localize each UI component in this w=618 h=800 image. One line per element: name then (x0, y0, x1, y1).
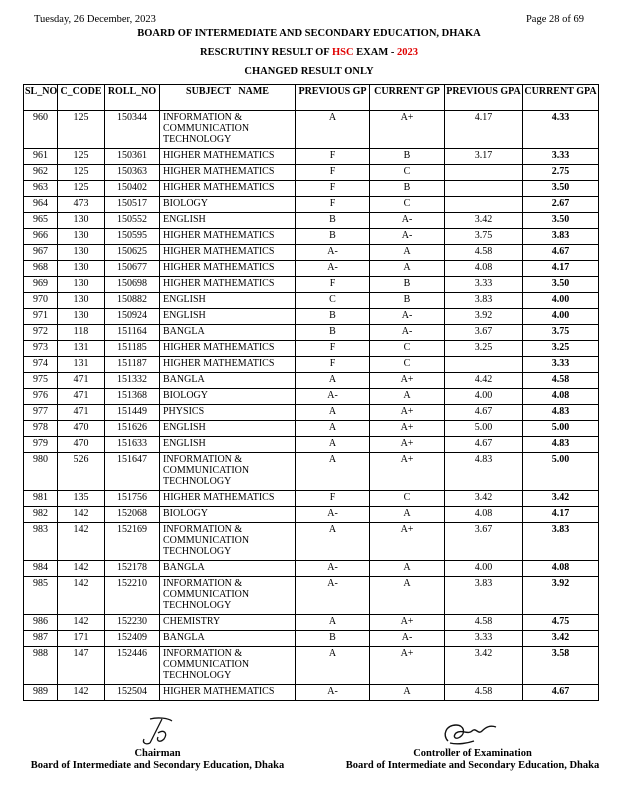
cell-subject-name: HIGHER MATHEMATICS (160, 165, 296, 181)
cell-c-code: 135 (58, 491, 105, 507)
cell-roll-no: 152446 (105, 647, 160, 685)
cell-roll-no: 152068 (105, 507, 160, 523)
col-sl-no: SL_NO (24, 85, 58, 111)
cell-previous-gp: F (296, 277, 370, 293)
col-previous-gpa: PREVIOUS GPA (445, 85, 523, 111)
cell-previous-gpa (445, 165, 523, 181)
cell-current-gpa: 4.67 (523, 245, 599, 261)
cell-previous-gpa: 4.83 (445, 453, 523, 491)
cell-roll-no: 151647 (105, 453, 160, 491)
cell-current-gpa: 3.58 (523, 647, 599, 685)
cell-sl-no: 966 (24, 229, 58, 245)
cell-current-gpa: 4.00 (523, 293, 599, 309)
cell-current-gp: A+ (370, 405, 445, 421)
cell-subject-name: HIGHER MATHEMATICS (160, 277, 296, 293)
table-row (24, 421, 599, 437)
cell-sl-no: 971 (24, 309, 58, 325)
cell-current-gpa: 3.50 (523, 181, 599, 197)
cell-c-code: 473 (58, 197, 105, 213)
cell-previous-gp: C (296, 293, 370, 309)
cell-previous-gp: A (296, 523, 370, 561)
cell-current-gp: A (370, 245, 445, 261)
cell-sl-no: 984 (24, 561, 58, 577)
cell-subject-name: BIOLOGY (160, 389, 296, 405)
cell-previous-gpa: 4.00 (445, 561, 523, 577)
cell-previous-gpa: 3.33 (445, 277, 523, 293)
cell-current-gpa: 4.58 (523, 373, 599, 389)
chairman-signature-icon (128, 715, 188, 747)
cell-current-gp: A (370, 507, 445, 523)
cell-subject-name: INFORMATION & COMMUNICATION TECHNOLOGY (160, 111, 296, 149)
cell-previous-gp: A- (296, 685, 370, 701)
chairman-board: Board of Intermediate and Secondary Education, Dhaka (30, 760, 285, 771)
cell-current-gp: A+ (370, 453, 445, 491)
cell-current-gpa: 3.33 (523, 357, 599, 373)
cell-previous-gpa: 3.33 (445, 631, 523, 647)
cell-subject-name: HIGHER MATHEMATICS (160, 181, 296, 197)
cell-subject-name: ENGLISH (160, 293, 296, 309)
cell-previous-gp: F (296, 341, 370, 357)
cell-c-code: 130 (58, 229, 105, 245)
cell-c-code: 130 (58, 213, 105, 229)
cell-subject-name: ENGLISH (160, 213, 296, 229)
cell-previous-gpa: 4.00 (445, 389, 523, 405)
cell-subject-name: INFORMATION & COMMUNICATION TECHNOLOGY (160, 453, 296, 491)
cell-sl-no: 978 (24, 421, 58, 437)
cell-current-gpa: 3.50 (523, 277, 599, 293)
table-row (24, 293, 599, 309)
cell-current-gpa: 4.83 (523, 405, 599, 421)
cell-previous-gpa: 4.08 (445, 507, 523, 523)
controller-signature-block (345, 715, 600, 771)
col-current-gpa: CURRENT GPA (523, 85, 599, 111)
cell-current-gp: A- (370, 309, 445, 325)
cell-roll-no: 151626 (105, 421, 160, 437)
cell-previous-gp: B (296, 229, 370, 245)
cell-current-gpa: 4.08 (523, 389, 599, 405)
cell-current-gp: A (370, 577, 445, 615)
cell-sl-no: 986 (24, 615, 58, 631)
cell-previous-gp: A- (296, 561, 370, 577)
cell-c-code: 130 (58, 309, 105, 325)
cell-c-code: 131 (58, 341, 105, 357)
cell-subject-name: INFORMATION & COMMUNICATION TECHNOLOGY (160, 647, 296, 685)
result-title (0, 47, 618, 58)
cell-current-gpa: 3.50 (523, 213, 599, 229)
cell-previous-gpa: 4.58 (445, 615, 523, 631)
cell-previous-gp: A (296, 373, 370, 389)
controller-board: Board of Intermediate and Secondary Education, Dhaka (345, 760, 600, 771)
cell-current-gpa: 3.42 (523, 631, 599, 647)
cell-subject-name: HIGHER MATHEMATICS (160, 341, 296, 357)
cell-current-gp: A+ (370, 647, 445, 685)
cell-previous-gp: A (296, 405, 370, 421)
col-roll-no: ROLL_NO (105, 85, 160, 111)
cell-sl-no: 963 (24, 181, 58, 197)
exam-year: 2023 (397, 47, 418, 58)
table-row (24, 229, 599, 245)
cell-sl-no: 980 (24, 453, 58, 491)
table-row (24, 647, 599, 685)
cell-c-code: 526 (58, 453, 105, 491)
cell-current-gp: A- (370, 213, 445, 229)
print-date: Tuesday, 26 December, 2023 (34, 14, 156, 25)
cell-current-gpa: 3.25 (523, 341, 599, 357)
cell-current-gp: C (370, 491, 445, 507)
cell-current-gpa: 3.75 (523, 325, 599, 341)
cell-subject-name: ENGLISH (160, 437, 296, 453)
cell-current-gp: C (370, 341, 445, 357)
cell-previous-gpa (445, 197, 523, 213)
table-row (24, 631, 599, 647)
table-row (24, 685, 599, 701)
cell-previous-gpa: 3.42 (445, 491, 523, 507)
cell-previous-gpa: 4.42 (445, 373, 523, 389)
cell-current-gp: A+ (370, 421, 445, 437)
table-row (24, 405, 599, 421)
cell-sl-no: 974 (24, 357, 58, 373)
cell-current-gpa: 4.08 (523, 561, 599, 577)
cell-subject-name: PHYSICS (160, 405, 296, 421)
cell-roll-no: 151332 (105, 373, 160, 389)
cell-sl-no: 989 (24, 685, 58, 701)
table-row (24, 437, 599, 453)
cell-sl-no: 972 (24, 325, 58, 341)
table-row (24, 615, 599, 631)
cell-previous-gpa (445, 357, 523, 373)
cell-roll-no: 151449 (105, 405, 160, 421)
table-row (24, 357, 599, 373)
cell-previous-gp: A (296, 421, 370, 437)
cell-sl-no: 975 (24, 373, 58, 389)
cell-subject-name: INFORMATION & COMMUNICATION TECHNOLOGY (160, 577, 296, 615)
cell-previous-gpa: 4.67 (445, 437, 523, 453)
col-subject-name: SUBJECT NAME (160, 85, 296, 111)
cell-roll-no: 152210 (105, 577, 160, 615)
cell-sl-no: 985 (24, 577, 58, 615)
cell-c-code: 130 (58, 277, 105, 293)
cell-previous-gpa: 3.42 (445, 213, 523, 229)
cell-subject-name: BIOLOGY (160, 197, 296, 213)
cell-roll-no: 150361 (105, 149, 160, 165)
table-row (24, 523, 599, 561)
cell-sl-no: 988 (24, 647, 58, 685)
exam-name: HSC (331, 47, 354, 58)
cell-previous-gpa: 3.75 (445, 229, 523, 245)
cell-current-gpa: 3.92 (523, 577, 599, 615)
cell-c-code: 130 (58, 293, 105, 309)
cell-current-gpa: 2.67 (523, 197, 599, 213)
cell-previous-gpa: 4.58 (445, 685, 523, 701)
cell-previous-gp: B (296, 213, 370, 229)
cell-c-code: 130 (58, 245, 105, 261)
cell-current-gpa: 4.33 (523, 111, 599, 149)
cell-current-gp: B (370, 181, 445, 197)
cell-sl-no: 961 (24, 149, 58, 165)
col-current-gp: CURRENT GP (370, 85, 445, 111)
cell-roll-no: 151185 (105, 341, 160, 357)
cell-sl-no: 970 (24, 293, 58, 309)
cell-c-code: 142 (58, 615, 105, 631)
cell-c-code: 147 (58, 647, 105, 685)
cell-roll-no: 150552 (105, 213, 160, 229)
cell-subject-name: HIGHER MATHEMATICS (160, 685, 296, 701)
cell-c-code: 125 (58, 111, 105, 149)
board-name: BOARD OF INTERMEDIATE AND SECONDARY EDUCATION, DHAKA (137, 28, 481, 39)
cell-subject-name: CHEMISTRY (160, 615, 296, 631)
cell-current-gp: B (370, 277, 445, 293)
cell-c-code: 470 (58, 421, 105, 437)
cell-previous-gpa: 3.67 (445, 523, 523, 561)
cell-c-code: 125 (58, 149, 105, 165)
cell-current-gpa: 3.83 (523, 523, 599, 561)
cell-current-gp: B (370, 293, 445, 309)
cell-current-gpa: 2.75 (523, 165, 599, 181)
cell-sl-no: 987 (24, 631, 58, 647)
cell-previous-gpa: 4.58 (445, 245, 523, 261)
cell-subject-name: BIOLOGY (160, 507, 296, 523)
cell-subject-name: BANGLA (160, 631, 296, 647)
table-row (24, 373, 599, 389)
cell-roll-no: 150625 (105, 245, 160, 261)
cell-subject-name: HIGHER MATHEMATICS (160, 491, 296, 507)
cell-current-gp: A- (370, 229, 445, 245)
cell-sl-no: 982 (24, 507, 58, 523)
cell-sl-no: 981 (24, 491, 58, 507)
cell-current-gpa: 4.83 (523, 437, 599, 453)
cell-current-gp: C (370, 357, 445, 373)
chairman-title: Chairman (134, 748, 181, 759)
cell-previous-gp: A- (296, 389, 370, 405)
table-row (24, 181, 599, 197)
cell-current-gpa: 4.17 (523, 507, 599, 523)
cell-subject-name: HIGHER MATHEMATICS (160, 149, 296, 165)
title-prefix: RESCRUTINY RESULT OF (199, 47, 332, 58)
col-c-code: C_CODE (58, 85, 105, 111)
cell-current-gp: A+ (370, 437, 445, 453)
cell-previous-gpa: 3.83 (445, 577, 523, 615)
cell-current-gp: A (370, 261, 445, 277)
cell-current-gp: A+ (370, 111, 445, 149)
cell-roll-no: 150677 (105, 261, 160, 277)
cell-subject-name: ENGLISH (160, 421, 296, 437)
cell-current-gp: A- (370, 325, 445, 341)
cell-sl-no: 964 (24, 197, 58, 213)
cell-c-code: 131 (58, 357, 105, 373)
cell-current-gp: B (370, 149, 445, 165)
cell-sl-no: 965 (24, 213, 58, 229)
cell-roll-no: 150363 (105, 165, 160, 181)
cell-roll-no: 152169 (105, 523, 160, 561)
cell-sl-no: 967 (24, 245, 58, 261)
cell-roll-no: 152504 (105, 685, 160, 701)
title-mid: EXAM - (353, 47, 397, 58)
cell-current-gpa: 3.33 (523, 149, 599, 165)
table-row (24, 453, 599, 491)
cell-current-gpa: 4.75 (523, 615, 599, 631)
cell-previous-gp: A (296, 111, 370, 149)
cell-previous-gp: A- (296, 507, 370, 523)
cell-previous-gpa (445, 181, 523, 197)
cell-previous-gp: A- (296, 577, 370, 615)
results-body (24, 111, 599, 701)
cell-roll-no: 151368 (105, 389, 160, 405)
cell-subject-name: ENGLISH (160, 309, 296, 325)
cell-sl-no: 977 (24, 405, 58, 421)
cell-previous-gp: B (296, 631, 370, 647)
cell-previous-gpa: 4.08 (445, 261, 523, 277)
cell-previous-gp: F (296, 149, 370, 165)
cell-previous-gpa: 4.17 (445, 111, 523, 149)
cell-roll-no: 150517 (105, 197, 160, 213)
table-row (24, 577, 599, 615)
cell-subject-name: INFORMATION & COMMUNICATION TECHNOLOGY (160, 523, 296, 561)
cell-current-gpa: 5.00 (523, 421, 599, 437)
cell-sl-no: 960 (24, 111, 58, 149)
cell-previous-gp: A- (296, 261, 370, 277)
cell-roll-no: 150882 (105, 293, 160, 309)
cell-previous-gpa: 3.92 (445, 309, 523, 325)
cell-previous-gp: F (296, 197, 370, 213)
table-row (24, 389, 599, 405)
cell-current-gpa: 4.67 (523, 685, 599, 701)
cell-c-code: 142 (58, 523, 105, 561)
cell-subject-name: BANGLA (160, 561, 296, 577)
results-table (23, 84, 599, 701)
cell-current-gp: A- (370, 631, 445, 647)
cell-sl-no: 979 (24, 437, 58, 453)
cell-sl-no: 976 (24, 389, 58, 405)
cell-subject-name: HIGHER MATHEMATICS (160, 261, 296, 277)
table-row (24, 111, 599, 149)
cell-c-code: 142 (58, 561, 105, 577)
cell-roll-no: 150402 (105, 181, 160, 197)
cell-c-code: 471 (58, 373, 105, 389)
cell-current-gp: C (370, 165, 445, 181)
cell-previous-gpa: 3.25 (445, 341, 523, 357)
cell-roll-no: 151187 (105, 357, 160, 373)
cell-roll-no: 152178 (105, 561, 160, 577)
cell-c-code: 142 (58, 577, 105, 615)
cell-subject-name: BANGLA (160, 325, 296, 341)
cell-current-gpa: 4.17 (523, 261, 599, 277)
table-row (24, 165, 599, 181)
cell-c-code: 471 (58, 405, 105, 421)
cell-current-gp: A+ (370, 523, 445, 561)
table-row (24, 277, 599, 293)
table-row (24, 197, 599, 213)
cell-subject-name: HIGHER MATHEMATICS (160, 229, 296, 245)
cell-sl-no: 962 (24, 165, 58, 181)
table-row (24, 491, 599, 507)
cell-sl-no: 968 (24, 261, 58, 277)
cell-c-code: 142 (58, 685, 105, 701)
cell-previous-gp: B (296, 325, 370, 341)
cell-previous-gp: F (296, 181, 370, 197)
cell-c-code: 470 (58, 437, 105, 453)
cell-subject-name: HIGHER MATHEMATICS (160, 357, 296, 373)
col-previous-gp: PREVIOUS GP (296, 85, 370, 111)
cell-c-code: 142 (58, 507, 105, 523)
cell-sl-no: 983 (24, 523, 58, 561)
page-number: Page 28 of 69 (525, 14, 584, 25)
cell-current-gp: A+ (370, 373, 445, 389)
cell-c-code: 125 (58, 181, 105, 197)
cell-current-gpa: 4.00 (523, 309, 599, 325)
table-row (24, 325, 599, 341)
header-row (24, 85, 599, 111)
cell-previous-gp: A (296, 453, 370, 491)
cell-roll-no: 152409 (105, 631, 160, 647)
cell-current-gpa: 3.83 (523, 229, 599, 245)
cell-roll-no: 150344 (105, 111, 160, 149)
controller-signature-icon (438, 715, 508, 747)
cell-sl-no: 969 (24, 277, 58, 293)
cell-current-gp: A (370, 389, 445, 405)
cell-previous-gp: F (296, 165, 370, 181)
cell-current-gpa: 3.42 (523, 491, 599, 507)
table-row (24, 245, 599, 261)
table-row (24, 149, 599, 165)
cell-previous-gpa: 4.67 (445, 405, 523, 421)
cell-previous-gp: F (296, 491, 370, 507)
cell-previous-gp: A (296, 437, 370, 453)
cell-previous-gpa: 3.42 (445, 647, 523, 685)
cell-previous-gpa: 5.00 (445, 421, 523, 437)
cell-current-gp: A (370, 685, 445, 701)
cell-roll-no: 150595 (105, 229, 160, 245)
cell-c-code: 118 (58, 325, 105, 341)
cell-roll-no: 152230 (105, 615, 160, 631)
cell-previous-gpa: 3.83 (445, 293, 523, 309)
cell-previous-gp: A- (296, 245, 370, 261)
cell-roll-no: 150698 (105, 277, 160, 293)
cell-roll-no: 150924 (105, 309, 160, 325)
cell-c-code: 130 (58, 261, 105, 277)
table-row (24, 261, 599, 277)
cell-subject-name: HIGHER MATHEMATICS (160, 245, 296, 261)
table-row (24, 561, 599, 577)
chairman-signature-block (20, 715, 295, 771)
cell-current-gp: C (370, 197, 445, 213)
cell-current-gp: A+ (370, 615, 445, 631)
cell-subject-name: BANGLA (160, 373, 296, 389)
cell-previous-gp: A (296, 647, 370, 685)
cell-previous-gpa: 3.67 (445, 325, 523, 341)
cell-roll-no: 151164 (105, 325, 160, 341)
table-row (24, 309, 599, 325)
table-row (24, 507, 599, 523)
cell-previous-gp: F (296, 357, 370, 373)
cell-previous-gpa: 3.17 (445, 149, 523, 165)
controller-title: Controller of Examination (413, 748, 532, 759)
cell-c-code: 471 (58, 389, 105, 405)
cell-c-code: 171 (58, 631, 105, 647)
cell-sl-no: 973 (24, 341, 58, 357)
table-row (24, 213, 599, 229)
result-subtitle: CHANGED RESULT ONLY (244, 66, 374, 77)
table-row (24, 341, 599, 357)
cell-previous-gp: B (296, 309, 370, 325)
cell-current-gpa: 5.00 (523, 453, 599, 491)
cell-previous-gp: A (296, 615, 370, 631)
cell-current-gp: A (370, 561, 445, 577)
cell-roll-no: 151756 (105, 491, 160, 507)
cell-roll-no: 151633 (105, 437, 160, 453)
cell-c-code: 125 (58, 165, 105, 181)
